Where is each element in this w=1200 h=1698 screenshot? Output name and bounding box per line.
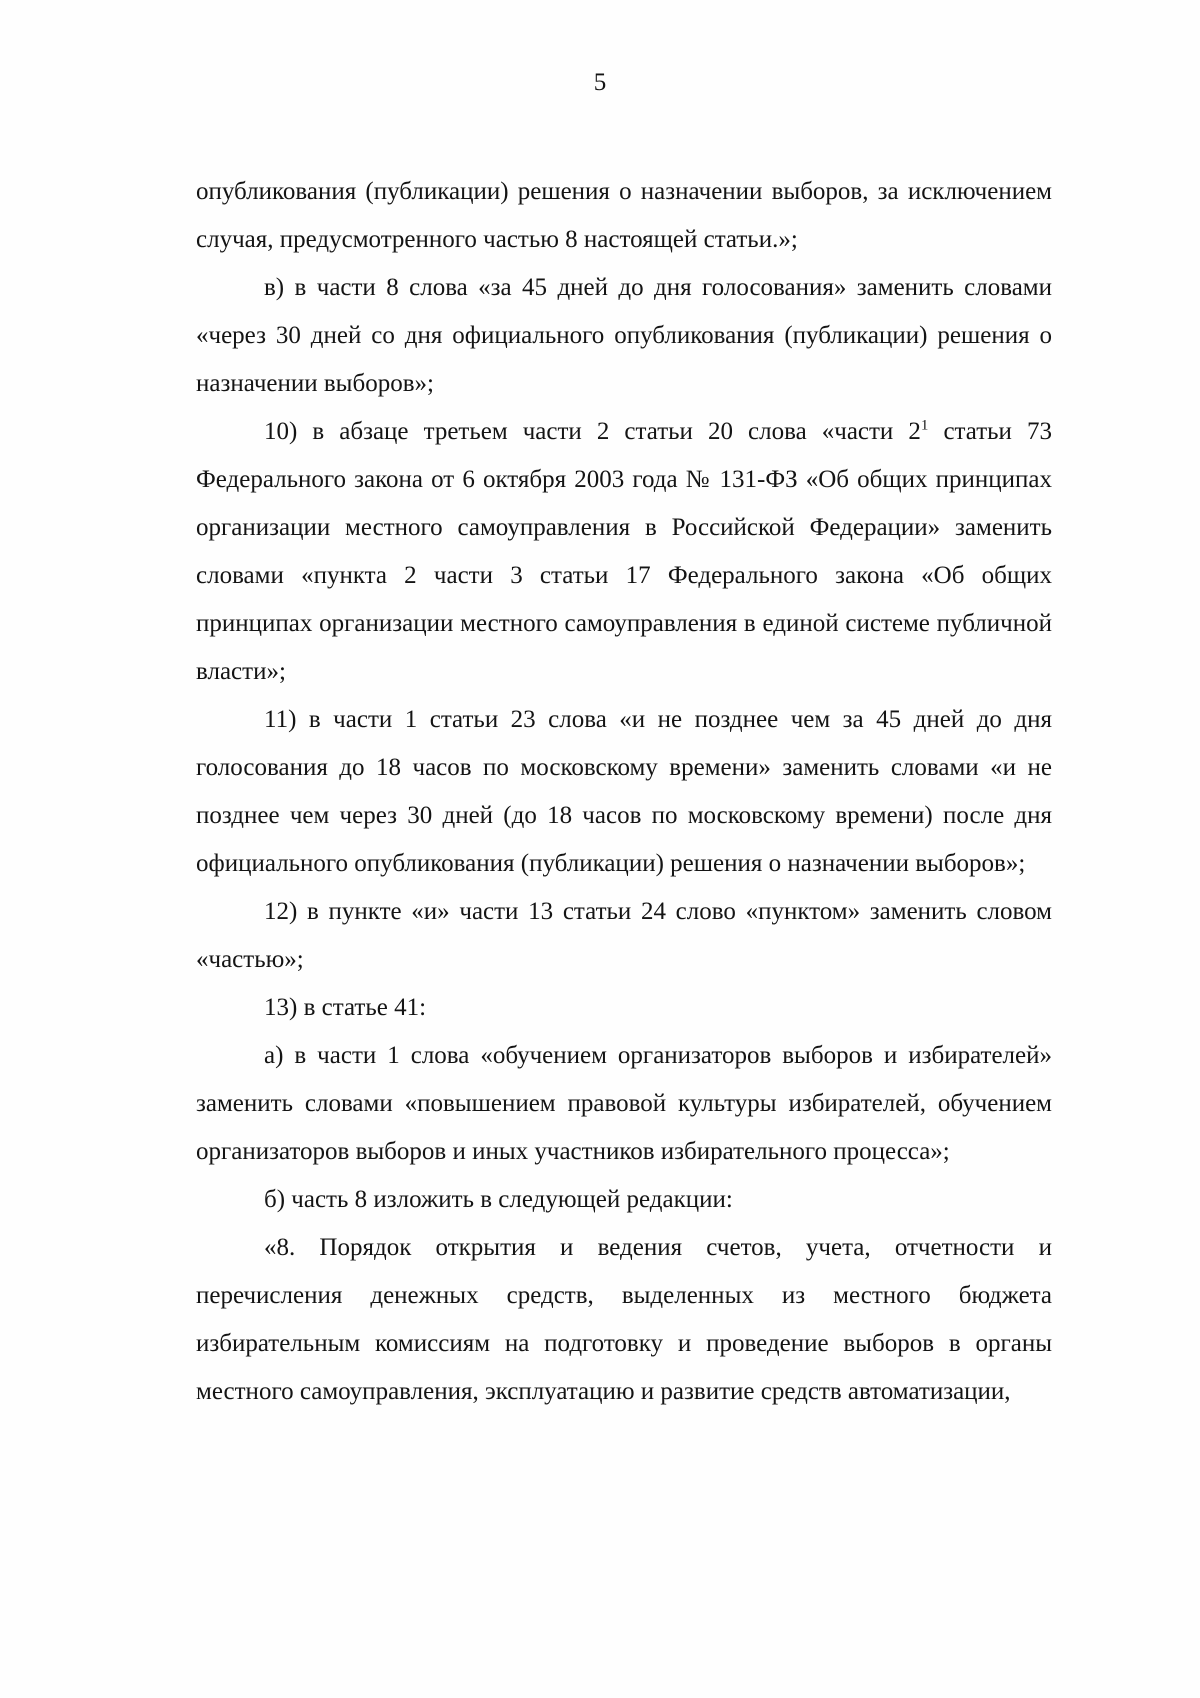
paragraph-item-10-part-b: статьи 73 Федерального закона от 6 октября 2003 года № 131-ФЗ «Об общих принципах организации местного самоуправления в Российской Федерации» заменить словами «пункта 2 части 3 статьи 17 Федерального закона «Об общих принципах организации местного самоуправления в единой системе публичной власти»;	[196, 418, 1053, 685]
paragraph-item-a: а) в части 1 слова «обучением организаторов выборов и избирателей» заменить словами «повышением правовой культуры избирателей, обучением организаторов выборов и иных участников избирательного процесса»;	[196, 1042, 1052, 1165]
paragraph-item-10-part-a: 10) в абзаце третьем части 2 статьи 20 слова «части 2	[264, 418, 921, 445]
paragraph-item-b: б) часть 8 изложить в следующей редакции:	[264, 1186, 733, 1213]
paragraph-item-10	[196, 408, 1052, 696]
paragraph-item-13: 13) в статье 41:	[264, 994, 427, 1021]
paragraph-item-11: 11) в части 1 статьи 23 слова «и не позднее чем за 45 дней до дня голосования до 18 часов по московскому времени» заменить словами «и не позднее чем через 30 дней (до 18 часов по московскому времени) после дня официального опубликования (публикации) решения о назначении выборов»;	[196, 706, 1052, 877]
paragraph-continuation: опубликования (публикации) решения о назначении выборов, за исключением случая, предусмотренного частью 8 настоящей статьи.»;	[196, 178, 1052, 253]
document-body	[196, 168, 1052, 1416]
page-number: 5	[593, 69, 607, 96]
paragraph-quoted-part-8: «8. Порядок открытия и ведения счетов, учета, отчетности и перечисления денежных средств, выделенных из местного бюджета избирательным комиссиям на подготовку и проведение выборов в органы местного самоуправления, эксплуатацию и развитие средств автоматизации,	[196, 1234, 1052, 1405]
paragraph-item-12: 12) в пункте «и» части 13 статьи 24 слово «пунктом» заменить словом «частью»;	[196, 898, 1052, 973]
superscript-index: 1	[920, 417, 929, 434]
paragraph-item-v: в) в части 8 слова «за 45 дней до дня голосования» заменить словами «через 30 дней со дня официального опубликования (публикации) решения о назначении выборов»;	[196, 274, 1052, 397]
